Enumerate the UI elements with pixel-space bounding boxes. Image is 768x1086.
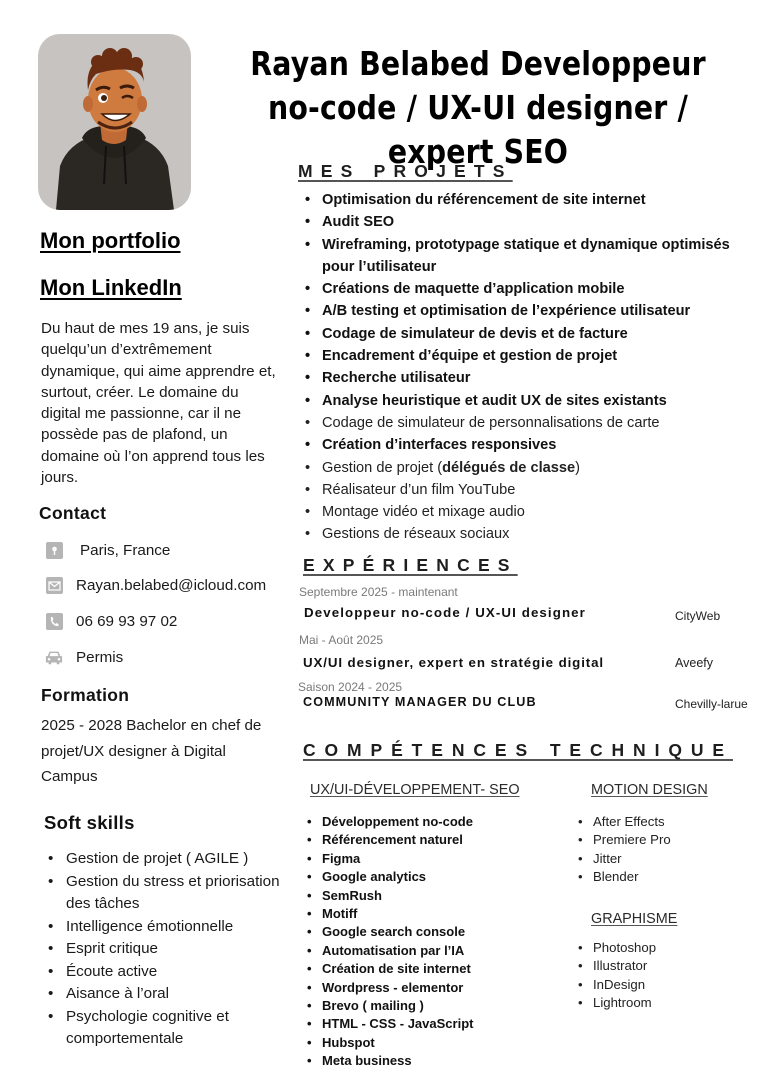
motion-design-list [578, 813, 671, 887]
skill-item: • Wordpress - elementor [307, 979, 473, 997]
experience-company: CityWeb [675, 609, 721, 623]
soft-skills-list [48, 848, 288, 1051]
soft-skill-item: • Gestion de projet ( AGILE ) [48, 848, 288, 871]
skill-item: • Référencement naturel [307, 831, 473, 849]
project-item-bold: délégués de classe [442, 459, 576, 476]
contact-license [45, 646, 123, 668]
formation-text: 2025 - 2028 Bachelor en chef de projet/UX designer à Digital Campus [41, 717, 262, 785]
skill-item: • HTML - CSS - JavaScript [307, 1015, 473, 1033]
graphisme-heading: GRAPHISME [591, 911, 678, 927]
experience-role: COMMUNITY MANAGER DU CLUB [303, 695, 537, 709]
project-item: • Wireframing, prototypage statique et dynamique optimisés pour l’utilisateur [305, 234, 765, 279]
project-item: • Audit SEO [305, 211, 765, 233]
linkedin-link[interactable]: Mon LinkedIn [40, 275, 182, 300]
projects-heading: MES PROJETS [298, 161, 513, 181]
skills-heading: COMPÉTENCES TECHNIQUE [303, 740, 733, 760]
experience-date: Septembre 2025 - maintenant [299, 585, 458, 599]
soft-skill-item: • Écoute active [48, 961, 288, 984]
portfolio-link[interactable]: Mon portfolio [40, 228, 181, 253]
skill-item: • Illustrator [578, 957, 656, 975]
experience-company: Aveefy [675, 656, 713, 670]
soft-skill-item: • Esprit critique [48, 938, 288, 961]
experience-date: Saison 2024 - 2025 [298, 680, 403, 694]
skill-item: • Brevo ( mailing ) [307, 997, 473, 1015]
skill-item: • InDesign [578, 976, 656, 994]
project-item: • Optimisation du référencement de site internet [305, 189, 765, 211]
soft-skill-item: • Psychologie cognitive et comportementale [48, 1006, 288, 1051]
ux-dev-seo-list [307, 813, 473, 1071]
skill-item: • Lightroom [578, 994, 656, 1012]
graphisme-list [578, 939, 656, 1013]
skill-item: • Hubspot [307, 1034, 473, 1052]
location-text: Paris, France [80, 541, 171, 559]
page-title: Rayan Belabed Developpeur no-code / UX-UI designer / expert SEO [250, 44, 706, 171]
skill-item: • Figma [307, 850, 473, 868]
phone-icon [45, 612, 63, 630]
skill-item: • Photoshop [578, 939, 656, 957]
contact-phone [45, 610, 177, 632]
skill-item: • Motiff [307, 905, 473, 923]
avatar-illustration [38, 34, 191, 210]
projects-list [305, 189, 765, 546]
soft-skill-item: • Aisance à l’oral [48, 983, 288, 1006]
skill-item: • Google analytics [307, 868, 473, 886]
location-pin-icon [45, 541, 63, 559]
project-item: • Analyse heuristique et audit UX de sites existants [305, 390, 765, 412]
avatar [38, 34, 191, 210]
skill-item: • SemRush [307, 887, 473, 905]
project-item: • Gestions de réseaux sociaux [305, 523, 765, 545]
mail-icon [45, 576, 63, 594]
soft-skills-heading: Soft skills [44, 812, 135, 833]
skill-item: • After Effects [578, 813, 671, 831]
phone-text: 06 69 93 97 02 [76, 612, 178, 630]
project-item: • Réalisateur d’un film YouTube [305, 479, 765, 501]
skill-item: • Meta business [307, 1052, 473, 1070]
formation-heading: Formation [41, 685, 130, 705]
experiences-heading: EXPÉRIENCES [303, 555, 518, 575]
bio-text: Du haut de mes 19 ans, je suis quelqu’un d’extrêmement dynamique, qui aime apprendre et, surtout, créer. Le domaine du digital me passionne, car il ne possède pas de plafond, un domaine où l’on apprend tous les jours. [41, 320, 276, 487]
skill-item: • Développement no-code [307, 813, 473, 831]
project-item: • Création d’interfaces responsives [305, 434, 765, 456]
motion-design-heading: MOTION DESIGN [591, 782, 708, 798]
license-text: Permis [76, 648, 124, 666]
skill-item: • Google search console [307, 923, 473, 941]
contact-email [45, 574, 266, 596]
contact-location [45, 539, 170, 561]
ux-dev-seo-heading: UX/UI-DÉVELOPPEMENT- SEO [310, 782, 520, 798]
contact-heading: Contact [39, 503, 107, 523]
skill-item: • Création de site internet [307, 960, 473, 978]
experience-company: Chevilly-larue [675, 697, 748, 711]
experience-role: Developpeur no-code / UX-UI designer [304, 605, 586, 620]
skill-item: • Jitter [578, 850, 671, 868]
experience-date: Mai - Août 2025 [299, 633, 384, 647]
soft-skill-item: • Gestion du stress et priorisation des tâches [48, 871, 288, 916]
project-item: • Encadrement d’équipe et gestion de projet [305, 345, 765, 367]
project-item: • Recherche utilisateur [305, 367, 765, 389]
skill-item: • Blender [578, 868, 671, 886]
project-item: • Codage de simulateur de devis et de facture [305, 323, 765, 345]
project-item [305, 457, 765, 479]
project-item-suffix: ) [575, 459, 580, 476]
project-item-text: Gestion de projet ( [322, 459, 443, 476]
experience-role: UX/UI designer, expert en stratégie digital [303, 655, 605, 670]
skill-item: • Automatisation par l’IA [307, 942, 473, 960]
project-item: • A/B testing et optimisation de l’expérience utilisateur [305, 300, 765, 322]
project-item: • Créations de maquette d’application mobile [305, 278, 765, 300]
project-item: • Montage vidéo et mixage audio [305, 501, 765, 523]
car-icon [45, 648, 63, 666]
skill-item: • Premiere Pro [578, 831, 671, 849]
project-item: • Codage de simulateur de personnalisations de carte [305, 412, 765, 434]
soft-skill-item: • Intelligence émotionnelle [48, 916, 288, 939]
email-link[interactable]: Rayan.belabed@icloud.com [76, 576, 267, 594]
